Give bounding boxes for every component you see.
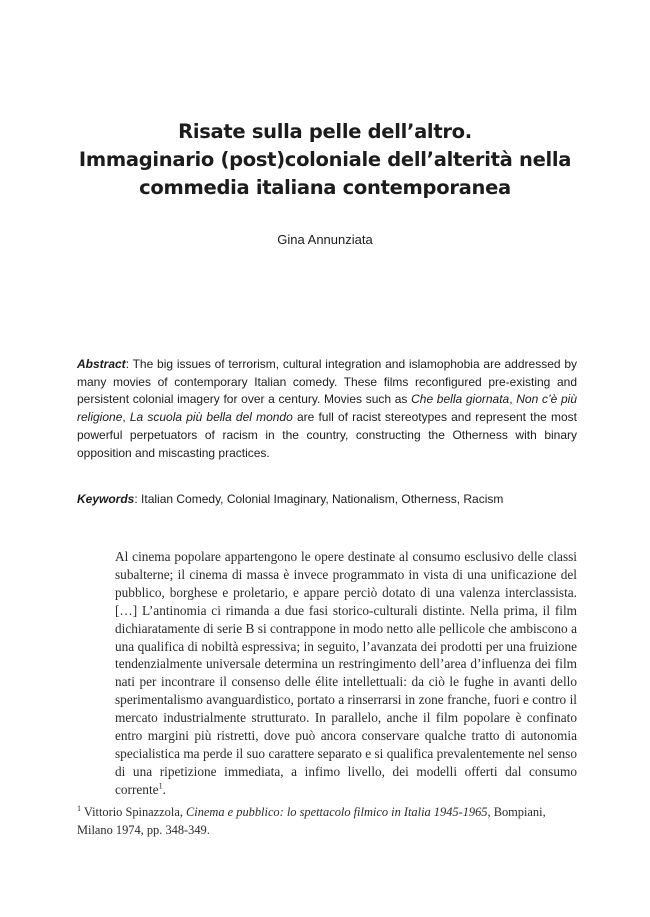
title-line-1: Risate sulla pelle dell’altro. [178, 120, 472, 143]
footnote-publication: , Bompiani, Milano 1974, pp. 348-349. [77, 805, 546, 837]
footnote-number: 1 [77, 803, 81, 813]
author-name: Gina Annunziata [277, 232, 373, 247]
film-title-2: Non c’è più religione [77, 392, 577, 425]
footnote-author: Vittorio Spinazzola, [81, 805, 187, 819]
footnote-reference[interactable]: 1 [158, 781, 163, 791]
film-title-3: La scuola più bella del mondo [129, 410, 293, 425]
abstract-separator-2: , [122, 410, 130, 425]
abstract-text-before: : The big issues of terrorism, cultural integration and islamophobia are addressed by many movies of contemporary Italian comedy. These films reconfigured pre-existing and persistent colonial imagery for over a century. Movies such as [77, 357, 577, 407]
abstract-separator-1: , [509, 392, 517, 407]
keywords-paragraph [77, 491, 577, 508]
film-title-1: Che bella giornata [411, 392, 510, 407]
title-line-3: commedia italiana contemporanea [139, 176, 511, 199]
block-quote: Al cinema popolare appartengono le opere destinate al consumo esclusivo delle classi subalterne; il cinema di massa è invece programmato in vista di una unificazione del pubblico, borghese e proletario, e appare perciò dotato di una valenza interclassista. […] L’antinomia ci rimanda a due fasi storico-culturali distinte. Nella prima, il film dichiaratamente di serie B si contrappone in modo netto alle pellicole che ambiscono a una qualifica di nobiltà espressiva; in seguito, l’avanzata dei prodotti per una fruizione tendenzialmente universale determina un restringimento dell’area d’influenza dei film nati per incontrare il consenso delle élite intellettuali: da ciò le fughe in avanti dello sperimentalismo avanguardistico, portato a rinserrarsi in zone franche, fuori e contro il mercato industrialmente strutturato. In parallelo, anche il film popolare è confinato entro margini più ristretti, dove può ancora conservare qualche tratto di autonomia specialistica ma perde il suo carattere separato e si qualifica prevalentemente nel senso di una ripetizione immediata, a infimo livello, dei modelli offerti dal consumo corrente$^1$. [115, 549, 577, 797]
paper-title [60, 118, 590, 202]
abstract-text-after: are full of racist stereotypes and represent the most powerful perpetuators of racism in the country, constructing the Otherness with binary opposition and miscasting practices. [77, 410, 577, 460]
title-line-2: Immaginario (post)coloniale dell’alterità nella [78, 148, 572, 171]
keywords-label: Keywords [77, 492, 135, 506]
keywords-text: : Italian Comedy, Colonial Imaginary, Nationalism, Otherness, Racism [134, 492, 504, 506]
footnote [77, 803, 577, 839]
abstract-label: Abstract [77, 357, 126, 371]
footnote-book-title: Cinema e pubblico: lo spettacolo filmico in Italia 1945-1965 [186, 805, 488, 819]
quote-text: Al cinema popolare appartengono le opere destinate al consumo esclusivo delle classi subalterne; il cinema di massa è invece programmato in vista di una unificazione del pubblico, borghese e proletario, e appare perciò dotato di una valenza interclassista. […] L’antinomia ci rimanda a due fasi storico-culturali distinte. Nella prima, il film dichiaratamente di serie B si contrappone in modo netto alle pellicole che ambiscono a una qualifica di nobiltà espressiva; in seguito, l’avanzata dei prodotti per una fruizione tendenzialmente universale determina un restringimento dell’area d’influenza dei film nati per incontrare il consenso delle élite intellettuali: da ciò le fughe in avanti dello sperimentalismo avanguardistico, portato a rinserrarsi in zone franche, fuori e contro il mercato industrialmente strutturato. In parallelo, anche il film popolare è confinato entro margini più ristretti, dove può ancora conservare qualche tratto di autonomia specialistica ma perde il suo carattere separato e si qualifica prevalentemente nel senso di una ripetizione immediata, a infimo livello, dei modelli offerti dal consumo corrente [115, 549, 577, 797]
abstract-paragraph [77, 356, 577, 462]
